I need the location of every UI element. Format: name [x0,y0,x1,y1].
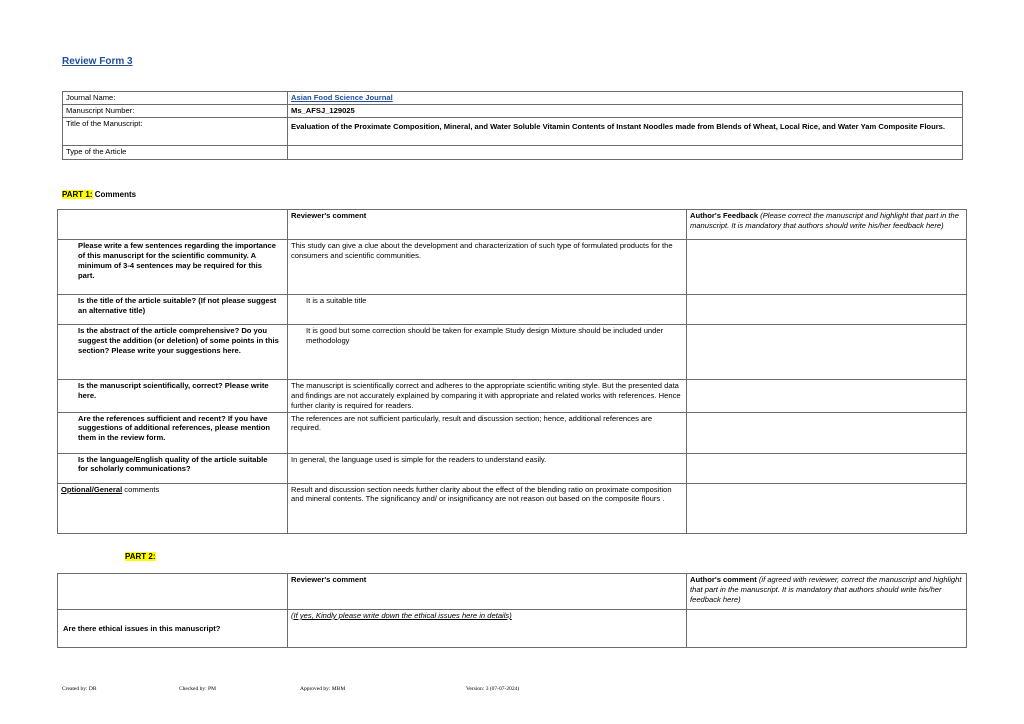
optional-general-label: Optional/General [61,484,123,494]
part2-header-reviewer: Reviewer's comment [288,574,687,610]
question-abstract: Is the abstract of the article comprehensive? Do you suggest the addition (or deletion) of some points in this section? Please write your suggestions here. [58,325,288,380]
question-title: Is the title of the article suitable? (If not please suggest an alternative title) [58,295,288,325]
table-row [58,295,967,325]
part1-header-author-note: (Please correct the manuscript and highlight that part in the manuscript. It is mandatory that authors should write his/her feedback here) [690,211,959,230]
manuscript-info-table [62,91,963,160]
part2-heading-label: PART 2: [125,552,156,561]
optional-comments-label [58,483,288,533]
question-references: Are the references sufficient and recent? If you have suggestions of additional references, please mention them in the review form. [58,412,288,453]
reviewer-comment-ethics [288,610,687,648]
part2-ethics-table [57,573,967,648]
table-row [58,453,967,483]
author-feedback-scientific[interactable] [687,380,967,413]
part1-heading [62,190,136,200]
author-feedback-language[interactable] [687,453,967,483]
part1-header-author-title: Author's Feedback [690,211,759,220]
part2-heading [125,552,156,562]
author-feedback-abstract[interactable] [687,325,967,380]
article-type-label: Type of the Article [63,146,288,160]
form-title: Review Form 3 [62,56,133,67]
author-comment-ethics[interactable] [687,610,967,648]
table-row [58,610,967,648]
reviewer-comment-importance: This study can give a clue about the development and characterization of such type of formulated products for the consumers and scientific communities. [288,240,687,295]
part1-comments-table [57,209,967,534]
ethics-instruction: (If yes, Kindly please write down the ethical issues here in details) [291,611,512,620]
author-feedback-optional[interactable] [687,483,967,533]
manuscript-number-label: Manuscript Number: [63,105,288,118]
reviewer-comment-references: The references are not sufficient particularly, result and discussion section; hence, additional references are required. [288,412,687,453]
optional-comments-suffix: comments [122,484,160,494]
manuscript-number-value: Ms_AFSJ_129025 [288,105,963,118]
reviewer-comment-abstract: It is good but some correction should be taken for example Study design Mixture should be included under methodology [288,325,687,380]
footer-approved-by: Approved by: MBM [300,686,346,692]
table-row [58,325,967,380]
author-feedback-importance[interactable] [687,240,967,295]
part1-heading-label: PART 1: [62,190,93,199]
question-importance: Please write a few sentences regarding the importance of this manuscript for the scientific community. A minimum of 3-4 sentences may be required for this part. [58,240,288,295]
reviewer-comment-scientific: The manuscript is scientifically correct and adheres to the appropriate scientific writing style. But the presented data and findings are not accurately explained by comparing it with appropriate and related works with references. Hence further clarity is required for readers. [288,380,687,413]
article-type-value [288,146,963,160]
reviewer-comment-language: In general, the language used is simple for the readers to understand easily. [288,453,687,483]
part1-header-author [687,210,967,240]
part2-header-author [687,574,967,610]
reviewer-comment-optional: Result and discussion section needs further clarity about the effect of the blending ratio on proximate composition and mineral contents. The significancy and/ or insignificancy are not reason out based on the composite flours . [288,483,687,533]
footer-version: Version: 3 (07-07-2024) [466,686,520,692]
table-row [58,240,967,295]
table-row [58,483,967,533]
table-row [58,412,967,453]
journal-name-value[interactable]: Asian Food Science Journal [291,93,393,102]
journal-name-label: Journal Name: [63,92,288,105]
part1-header-empty [58,210,288,240]
question-language: Is the language/English quality of the article suitable for scholarly communications? [58,453,288,483]
journal-name-link[interactable] [288,92,963,105]
footer-checked-by: Checked by: PM [179,686,216,692]
manuscript-title-label: Title of the Manuscript: [63,118,288,146]
reviewer-comment-title: It is a suitable title [288,295,687,325]
author-feedback-title[interactable] [687,295,967,325]
footer-created-by: Created by: DR [62,686,97,692]
question-scientific: Is the manuscript scientifically, correct? Please write here. [58,380,288,413]
author-feedback-references[interactable] [687,412,967,453]
part2-header-empty [58,574,288,610]
question-ethics: Are there ethical issues in this manuscript? [58,610,288,648]
part1-heading-rest: Comments [92,190,137,199]
part2-header-author-note: (if agreed with reviewer, correct the manuscript and highlight that part in the manuscript. It is mandatory that authors should write his/her feedback here) [690,575,962,604]
part1-header-reviewer: Reviewer's comment [288,210,687,240]
part2-header-author-title: Author's comment [690,575,757,584]
table-row [58,380,967,413]
manuscript-title-value: Evaluation of the Proximate Composition, Mineral, and Water Soluble Vitamin Contents of Instant Noodles made from Blends of Wheat, Local Rice, and Water Yam Composite Flours. [288,118,963,146]
